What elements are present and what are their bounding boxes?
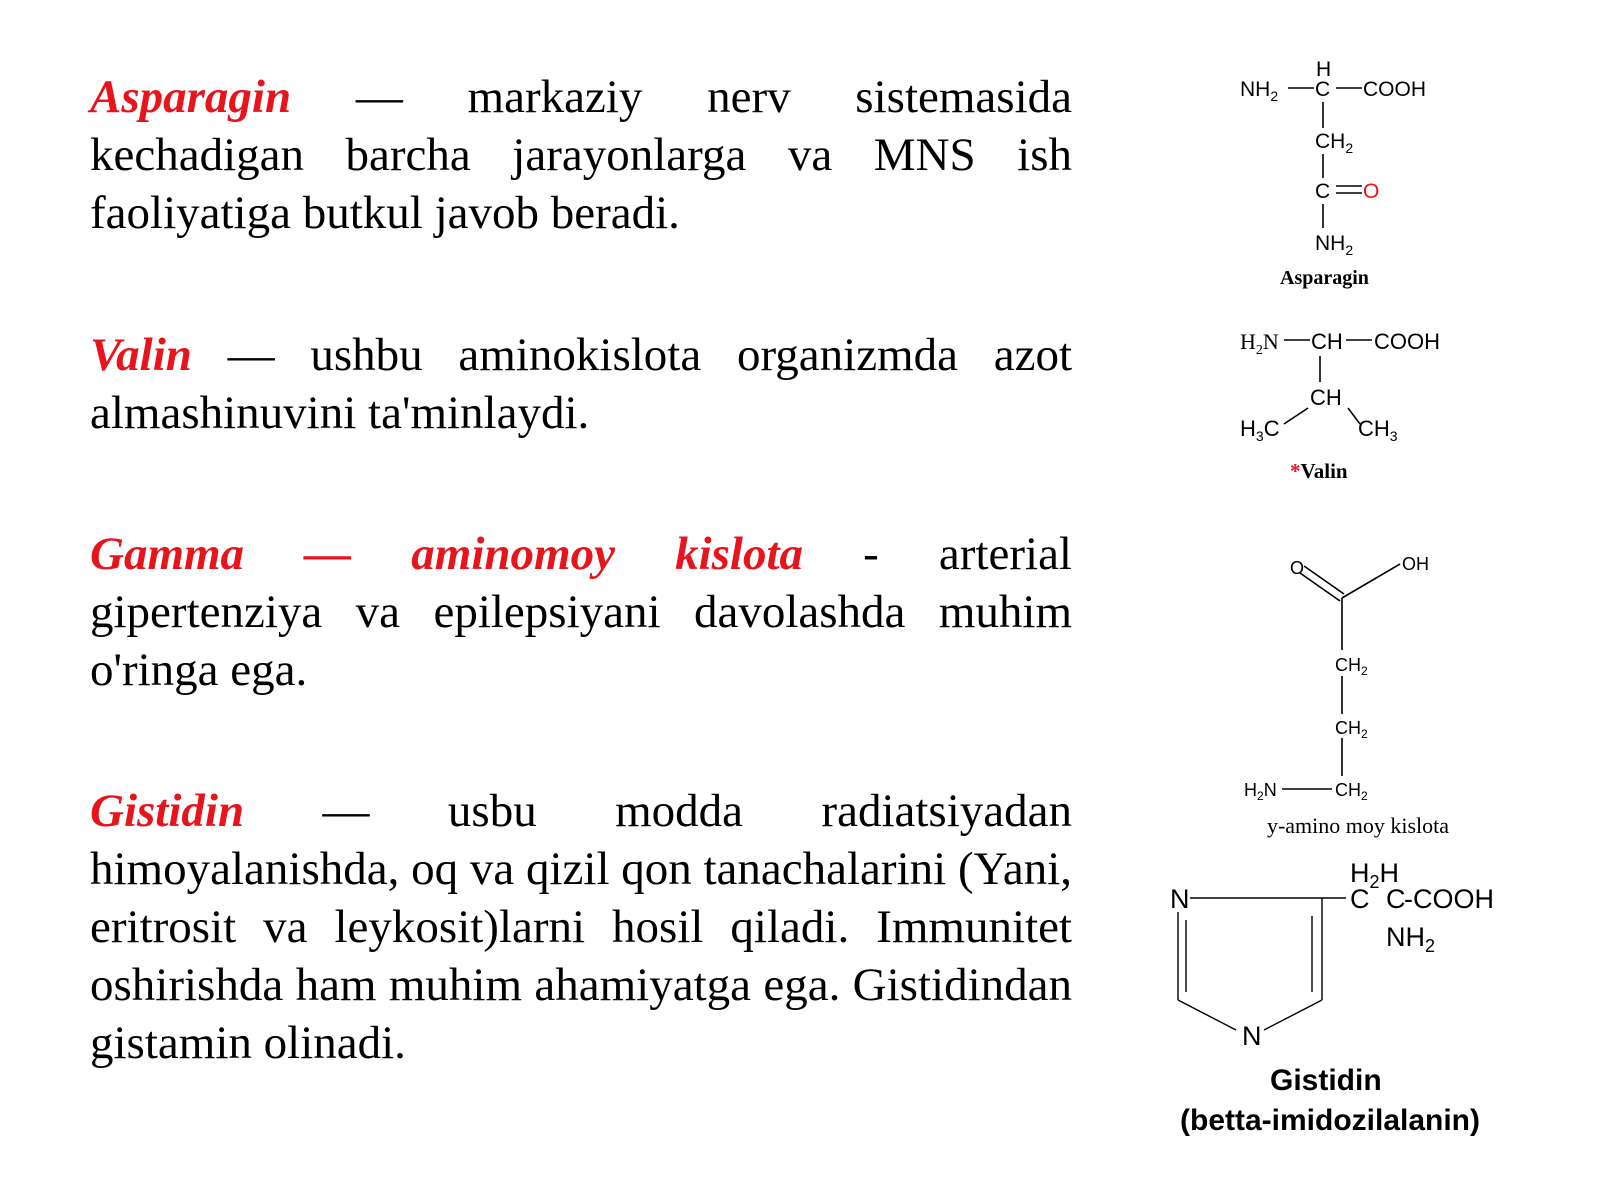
carboxyl-label: COOH [1374,329,1440,354]
gistidin-subcaption: (betta-imidozilalanin) [1180,1104,1480,1137]
paragraph-text: — markaziy nerv sistemasida kechadigan barcha jarayonlarga va MNS ish faoliyatiga butkul javob beradi. [90,71,1072,239]
paragraph-gamma [90,525,1072,699]
beta-ch-label: CH [1310,385,1342,410]
ring-bond [1264,1000,1322,1030]
gamma-caption: y-amino moy kislota [1266,813,1450,838]
bond [1342,564,1400,598]
carbonyl-carbon-label: C [1315,180,1331,203]
amine-label: $H_2N$ [1240,329,1279,358]
methylene-label: $CH_2$ [1315,130,1354,156]
term-gistidin: Gistidin [90,785,245,837]
asparagin-structure [1240,50,1480,300]
methylene-label: $CH_2$ [1335,718,1368,741]
oxygen-label: O [1290,558,1305,578]
methyl-right-label: $CH_3$ [1358,416,1398,444]
gistidin-structure [1160,860,1540,1160]
term-gamma: Gamma — aminomoy kislota [90,528,804,580]
methyl-left-label: $H_3C$ [1240,416,1280,444]
carboxyl-label: -COOH [1404,884,1494,914]
term-valin: Valin [90,329,192,381]
alpha-carbon-label: C [1386,884,1406,914]
valin-caption: *Valin [1290,459,1348,483]
methylene-carbon-label: C [1350,884,1370,914]
paragraph-text: — ushbu aminokislota organizmda azot almashinuvini ta'minlaydi. [90,329,1072,439]
paragraph-text: - arterial gipertenziya va epilepsiyani davolashda muhim o'ringa ega. [90,528,1072,696]
bond [1284,408,1308,424]
asparagin-caption: Asparagin [1280,267,1369,289]
amide-label: $NH_2$ [1315,232,1354,258]
gamma-aminobutyric-structure [1240,548,1480,848]
paragraph-gistidin [90,782,1072,1072]
ring-bond [1178,1000,1236,1030]
ring-nitrogen-label: N [1170,884,1190,914]
hydrogen-label: H [1316,58,1332,81]
methylene-h-label: $H_2H$ [1350,858,1400,892]
amine-label: $NH_2$ [1240,78,1279,104]
amine-label: $H_2N$ [1244,780,1277,803]
ring-nitrogen-label: N [1242,1021,1262,1051]
hydroxyl-label: OH [1402,554,1429,574]
paragraph-valin [90,326,1072,442]
methylene-label: $CH_2$ [1335,655,1368,678]
term-asparagin: Asparagin [90,71,292,123]
paragraph-asparagin [90,68,1072,242]
valin-structure [1240,320,1500,495]
amine-label: $NH_2$ [1386,922,1436,956]
oxygen-label: O [1363,180,1380,203]
gistidin-caption: Gistidin [1270,1064,1382,1097]
carbon-label: C [1315,78,1331,101]
carboxyl-label: COOH [1363,78,1426,101]
alpha-ch-label: CH [1311,329,1343,354]
methylene-label: $CH_2$ [1335,780,1368,803]
paragraph-text: — usbu modda radiatsiyadan himoyalanishda, oq va qizil qon tanachalarini (Yani, eritrosit va leykosit)larni hosil qiladi. Immunitet oshirishda ham muhim ahamiyatga ega. Gistidindan gistamin olinadi. [90,785,1072,1069]
